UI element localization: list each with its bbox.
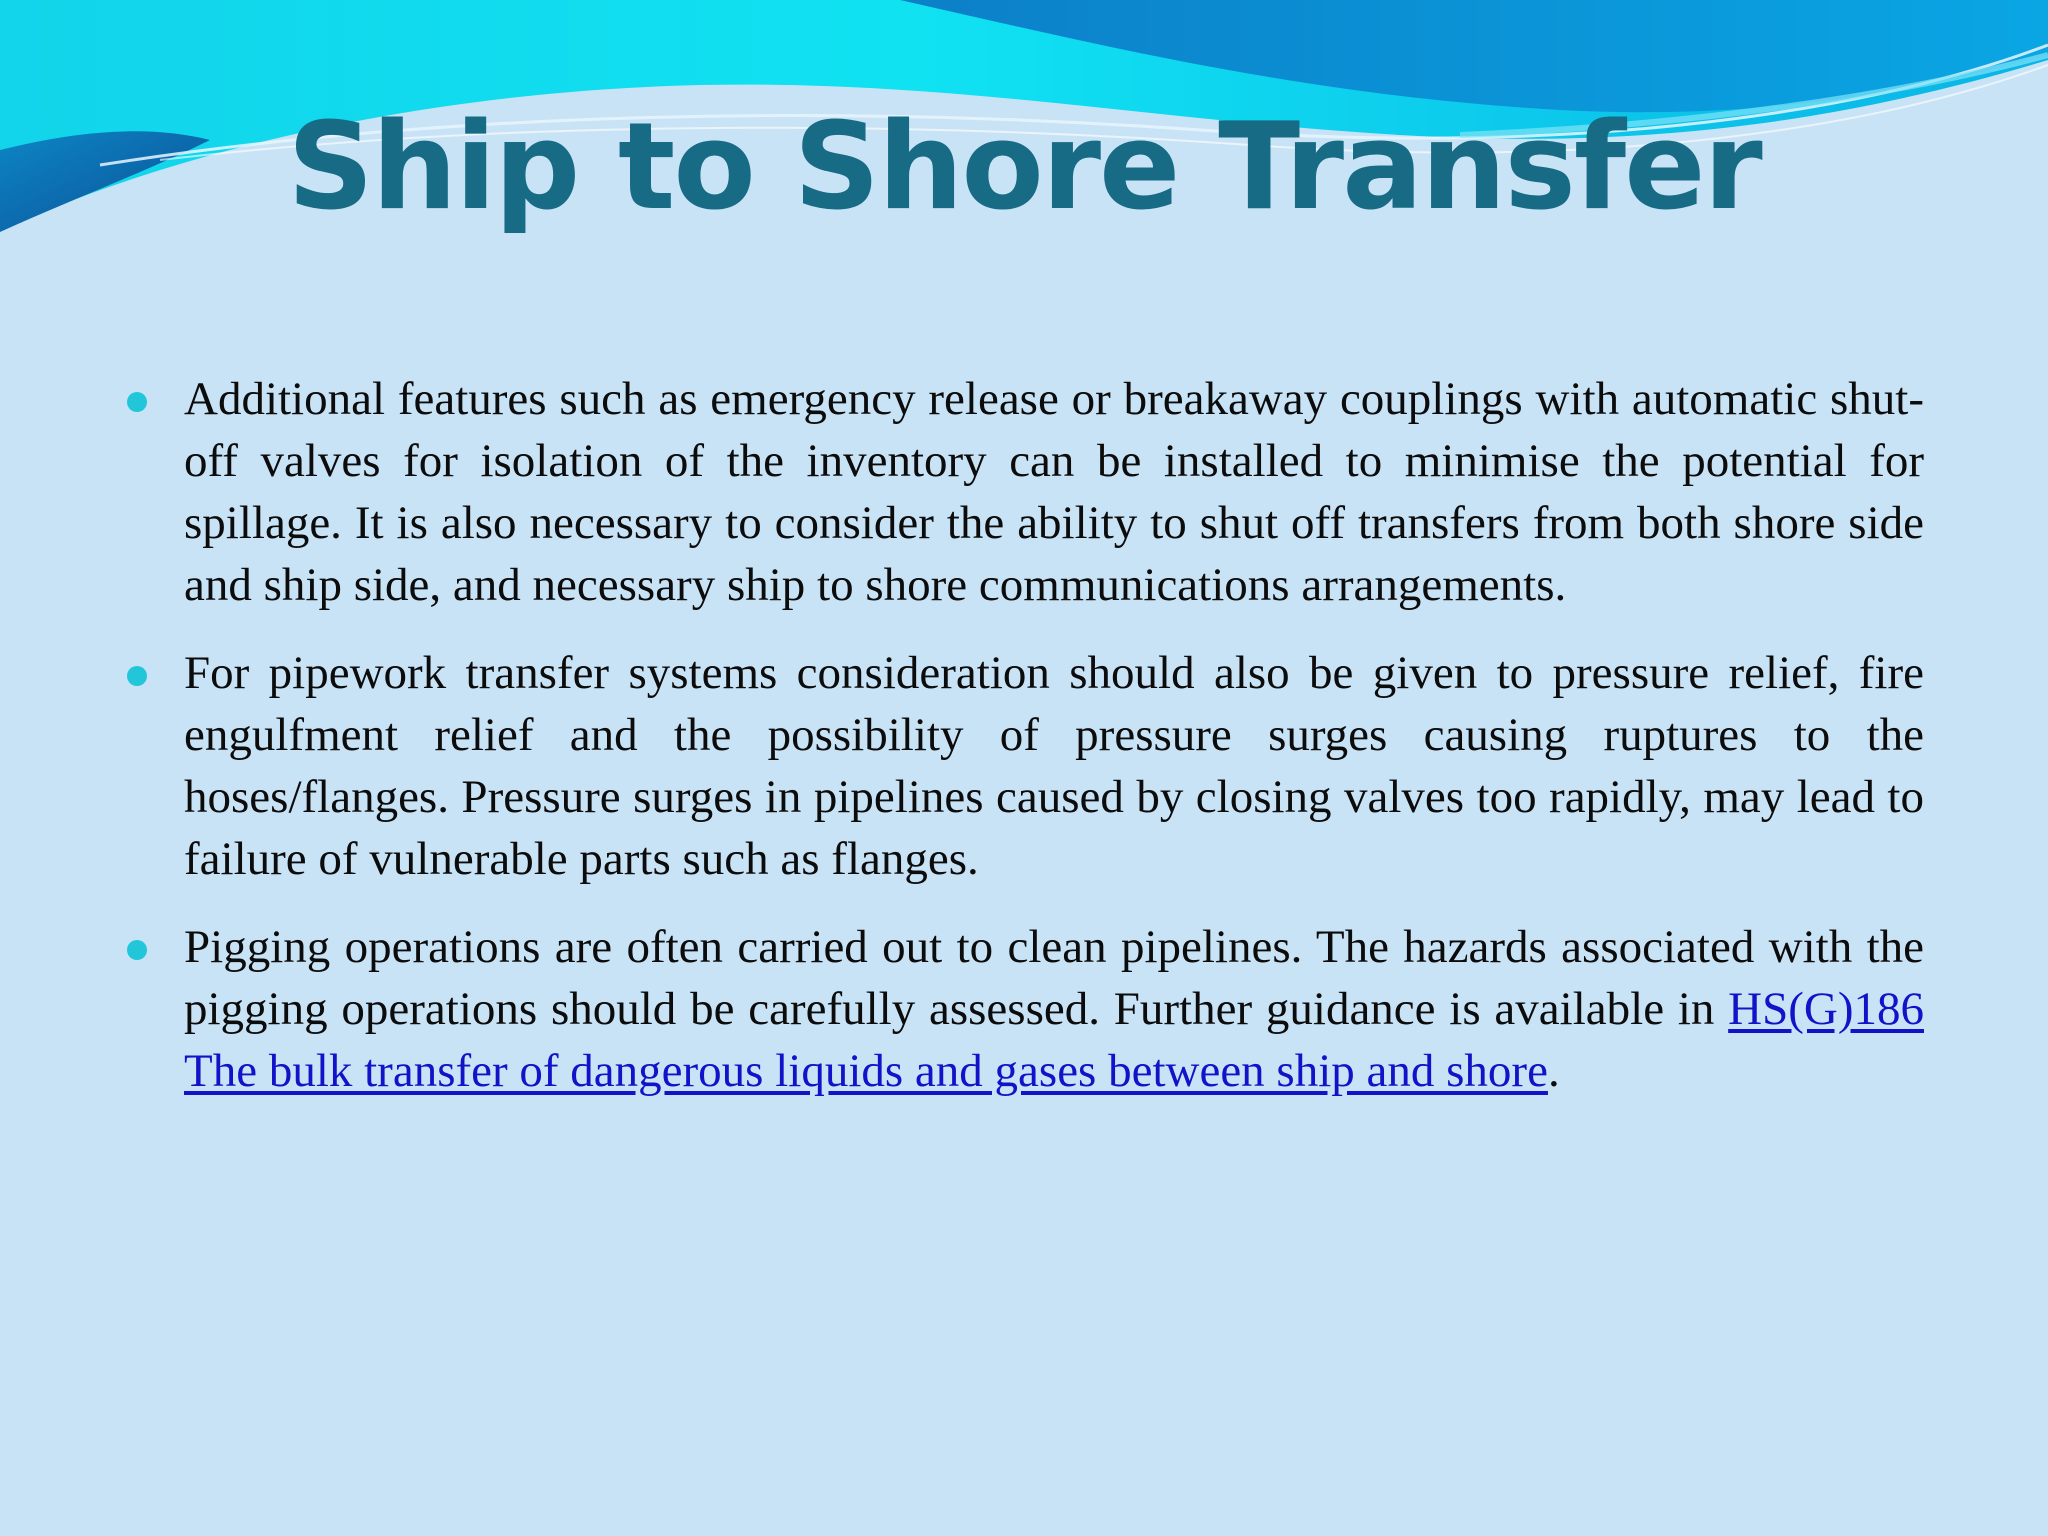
bullet-dot-icon [127,666,147,686]
bullet-text-before-link: Pigging operations are often carried out to clean pipelines. The hazards associated with the pigging operations should be carefully assessed. Further guidance is available in [184,921,1924,1035]
bullet-text: For pipework transfer systems consideration should also be given to pressure relief, fire engulfment relief and the possibility of pressure surges causing ruptures to the hoses/flanges. Pressure surges in pipelines caused by closing valves too rapidly, may lead to failure of vulnerable parts such as flanges. [184,647,1924,885]
bullet-dot-icon [127,392,147,412]
bullet-list [124,368,1924,1128]
bullet-text-after-link: . [1547,1045,1560,1097]
bullet-item-2 [124,642,1924,890]
bullet-item-3 [124,916,1924,1102]
bullet-text: Additional features such as emergency release or breakaway couplings with automatic shut-off valves for isolation of the inventory can be installed to minimise the potential for spillage. It is also necessary to consider the ability to shut off transfers from both shore side and ship side, and necessary ship to shore communications arrangements. [184,373,1924,611]
slide-title: Ship to Shore Transfer [287,98,1761,237]
bullet-text [184,916,1924,1102]
bullet-dot-icon [127,940,147,960]
guidance-link[interactable]: HS(G)186 The bulk transfer of dangerous liquids and gases between ship and shore [184,983,1924,1097]
bullet-item-1 [124,368,1924,616]
